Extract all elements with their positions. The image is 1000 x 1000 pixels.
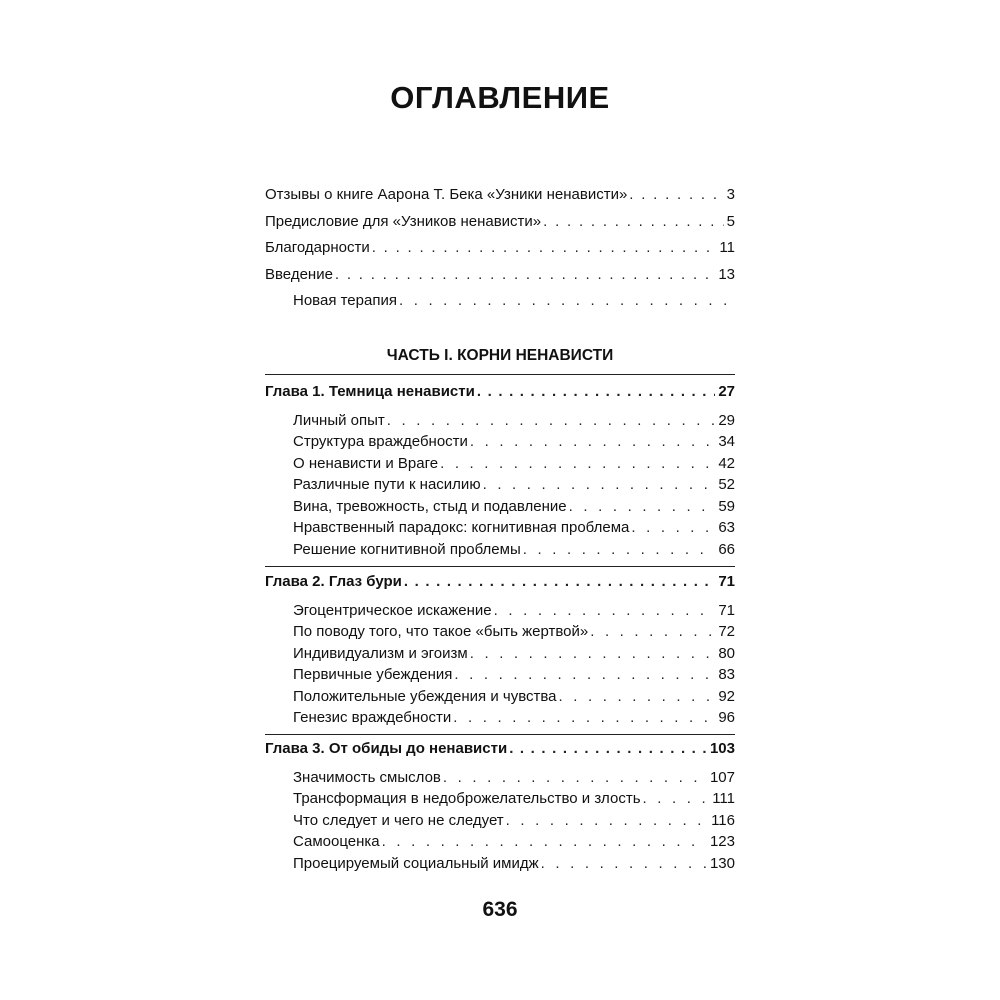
chapter-title: Глава 2. Глаз бури xyxy=(265,573,402,590)
section-entry[interactable] xyxy=(265,643,735,665)
section-entry[interactable] xyxy=(265,686,735,708)
dot-leader xyxy=(541,853,707,875)
section-title: О ненависти и Враге xyxy=(293,454,439,472)
section-page: 29 xyxy=(718,411,735,429)
dot-leader xyxy=(372,237,717,259)
section-page: 63 xyxy=(718,519,735,536)
section-page: 34 xyxy=(718,433,735,450)
section-title: Проецируемый социальный имидж xyxy=(293,854,539,872)
section-title: Генезис враждебности xyxy=(293,709,452,726)
dot-leader xyxy=(387,410,716,432)
chapter-block xyxy=(265,738,735,874)
dot-leader xyxy=(494,600,716,622)
dot-leader xyxy=(382,831,707,853)
toc-entry-page: 3 xyxy=(726,186,735,203)
toc-entry-title: Новая терапия xyxy=(293,292,397,309)
dot-leader xyxy=(399,290,732,312)
toc-entry-title: Введение xyxy=(265,265,333,283)
section-title: Различные пути к насилию xyxy=(293,476,481,493)
dot-leader xyxy=(569,496,716,518)
section-page: 59 xyxy=(718,497,735,515)
section-page: 116 xyxy=(711,811,735,829)
section-title: Положительные убеждения и чувства xyxy=(293,687,557,705)
dot-leader xyxy=(631,517,715,539)
section-entry[interactable] xyxy=(265,831,735,853)
dot-leader xyxy=(643,788,710,810)
section-page: 92 xyxy=(718,687,735,705)
page-title: ОГЛАВЛЕНИЕ xyxy=(390,80,610,115)
section-entry[interactable] xyxy=(265,600,735,622)
section-entry[interactable] xyxy=(265,853,735,875)
dot-leader xyxy=(506,810,708,832)
section-page: 96 xyxy=(718,709,735,726)
section-title: Эгоцентрическое искажение xyxy=(293,601,492,619)
toc-entry-page: 5 xyxy=(726,212,735,230)
section-entry[interactable] xyxy=(265,496,735,518)
dot-leader xyxy=(454,664,715,686)
toc-entry[interactable] xyxy=(265,184,735,206)
toc-entry-page: 13 xyxy=(718,265,735,283)
section-title: Что следует и чего не следует xyxy=(293,811,504,829)
toc-entry[interactable] xyxy=(265,237,735,259)
section-page: 130 xyxy=(709,854,735,872)
chapter-entry[interactable] xyxy=(265,738,735,760)
toc-entry[interactable] xyxy=(265,211,735,233)
section-entry[interactable] xyxy=(265,810,735,832)
section-title: Индивидуализм и эгоизм xyxy=(293,644,468,662)
section-page: 66 xyxy=(718,540,735,558)
section-title: Нравственный парадокс: когнитивная проблема xyxy=(293,519,630,536)
dot-leader xyxy=(404,571,715,593)
section-title: Трансформация в недоброжелательство и злость xyxy=(293,790,641,807)
chapter-entry[interactable] xyxy=(265,381,735,403)
section-entry[interactable] xyxy=(265,621,735,643)
section-entry[interactable] xyxy=(265,707,735,729)
section-title: Решение когнитивной проблемы xyxy=(293,540,521,558)
section-page: 42 xyxy=(718,454,735,472)
chapter-title: Глава 3. От обиды до ненависти xyxy=(265,740,508,757)
dot-leader xyxy=(590,621,715,643)
dot-leader xyxy=(477,381,715,403)
dot-leader xyxy=(629,184,723,206)
dot-leader xyxy=(453,707,715,729)
dot-leader xyxy=(335,264,715,286)
section-page: 83 xyxy=(718,666,735,683)
section-entry[interactable] xyxy=(265,517,735,539)
section-page: 72 xyxy=(718,623,735,640)
section-entry[interactable] xyxy=(265,539,735,561)
front-matter-list xyxy=(265,184,735,312)
dot-leader xyxy=(543,211,724,233)
toc-entry[interactable] xyxy=(265,290,735,312)
section-entry[interactable] xyxy=(265,474,735,496)
dot-leader xyxy=(443,767,707,789)
divider xyxy=(265,566,735,567)
section-title: Структура враждебности xyxy=(293,433,468,450)
section-entry[interactable] xyxy=(265,410,735,432)
page-number: 636 xyxy=(482,898,518,921)
section-page: 107 xyxy=(709,768,735,786)
dot-leader xyxy=(440,453,715,475)
section-entry[interactable] xyxy=(265,453,735,475)
chapter-block xyxy=(265,571,735,729)
dot-leader xyxy=(523,539,716,561)
toc-entry-title: Отзывы о книге Аарона Т. Бека «Узники ненависти» xyxy=(265,186,628,203)
section-title: Личный опыт xyxy=(293,411,385,429)
toc-entry-page: 11 xyxy=(719,239,735,256)
dot-leader xyxy=(483,474,716,496)
part-title: ЧАСТЬ I. КОРНИ НЕНАВИСТИ xyxy=(386,347,614,364)
chapter-page: 71 xyxy=(718,573,735,590)
section-title: По поводу того, что такое «быть жертвой» xyxy=(293,623,589,640)
toc-entry[interactable] xyxy=(265,264,735,286)
section-title: Первичные убеждения xyxy=(293,666,453,683)
chapter-block xyxy=(265,381,735,560)
section-entry[interactable] xyxy=(265,431,735,453)
dot-leader xyxy=(509,738,707,760)
divider xyxy=(265,374,735,375)
dot-leader xyxy=(559,686,716,708)
divider xyxy=(265,734,735,735)
chapter-entry[interactable] xyxy=(265,571,735,593)
section-page: 123 xyxy=(709,833,735,850)
section-entry[interactable] xyxy=(265,767,735,789)
chapter-title: Глава 1. Темница ненависти xyxy=(265,383,475,400)
dot-leader xyxy=(470,431,715,453)
section-entry[interactable] xyxy=(265,788,735,810)
section-page: 52 xyxy=(718,476,735,493)
section-entry[interactable] xyxy=(265,664,735,686)
chapter-page: 103 xyxy=(709,740,735,757)
section-title: Значимость смыслов xyxy=(293,768,441,786)
section-title: Вина, тревожность, стыд и подавление xyxy=(293,497,567,515)
toc-entry-title: Предисловие для «Узников ненависти» xyxy=(265,212,542,230)
dot-leader xyxy=(470,643,716,665)
section-page: 111 xyxy=(712,790,735,807)
chapter-page: 27 xyxy=(718,383,735,400)
section-page: 80 xyxy=(718,644,735,662)
section-title: Самооценка xyxy=(293,833,380,850)
toc-entry-title: Благодарности xyxy=(265,239,370,256)
section-page: 71 xyxy=(718,601,735,619)
